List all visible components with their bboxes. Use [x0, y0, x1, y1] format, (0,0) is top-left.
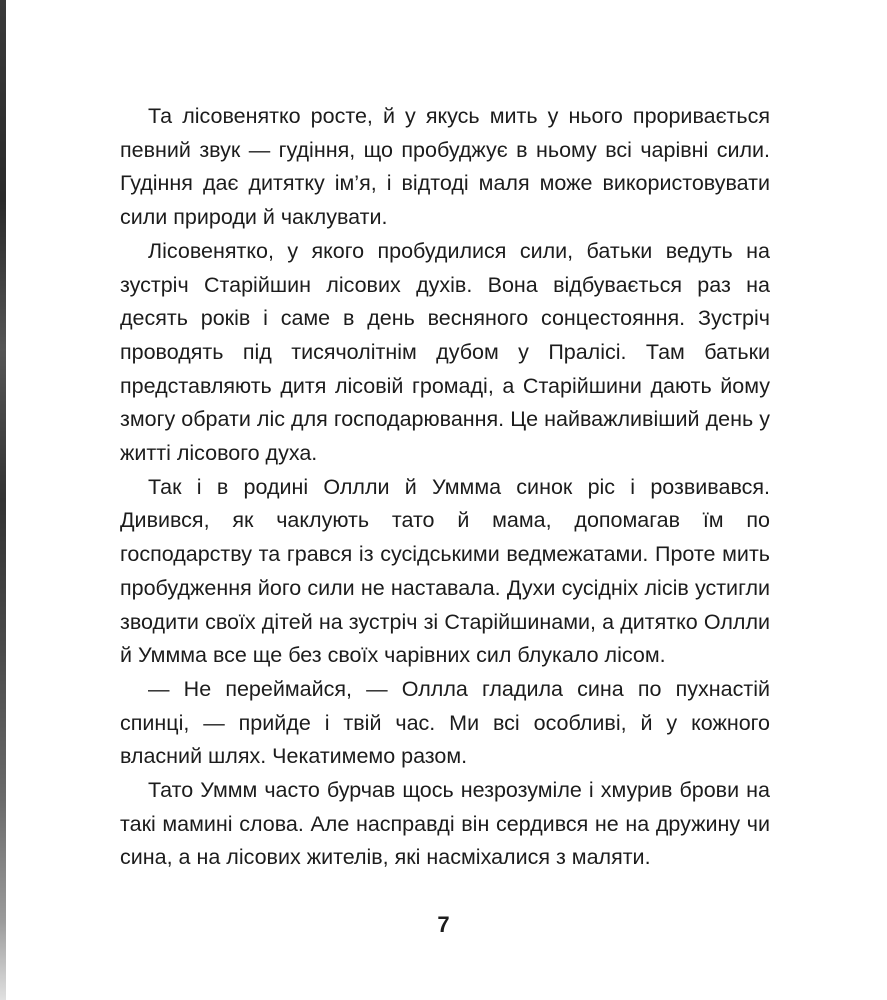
page-number: 7 [437, 912, 450, 937]
paragraph-2: Лісовенятко, у якого пробудилися сили, батьки ведуть на зустріч Старійшин лісових духів. Вона відбувається раз на десять років і саме в день весняного сонцестояння. Зустріч проводять під тисячолітнім дубом у Пралісі. Там батьки представляють дитя лісовій громаді, а Старійшини дають йому змогу обрати ліс для господарювання. Це найважливіший день у житті лісового духа. [120, 238, 770, 466]
paragraph-4: — Не переймайся, — Оллла гладила сина по пухнастій спинці, — прийде і твій час. Ми всі особливі, й у кожного власний шлях. Чекатимемо разом. [120, 676, 770, 769]
page-edge-shadow [0, 0, 6, 1000]
paragraph-5: Тато Уммм часто бурчав щось незрозуміле і хмурив брови на такі мамині слова. Але насправді він сердився не на дружину чи сина, а на лісових жителів, які насміхалися з маляти. [120, 778, 770, 870]
paragraph-1: Та лісовенятко росте, й у якусь мить у нього проривається певний звук — гудіння, що пробуджує в ньому всі чарівні сили. Гудіння дає дитятку ім’я, і відтоді маля може використовувати сили природи й чаклувати. [120, 104, 770, 230]
body-text [120, 100, 770, 875]
paragraph-3: Так і в родині Оллли й Уммма синок ріс і розвивався. Дивився, як чаклують тато й мама, допомагав їм по господарству та грався із сусідськими ведмежатами. Проте мить пробудження його сили не наставала. Духи сусідніх лісів устигли зводити своїх дітей на зустріч зі Старійшинами, а дитятко Оллли й Уммма все ще без своїх чарівних сил блукало лісом. [120, 474, 770, 668]
